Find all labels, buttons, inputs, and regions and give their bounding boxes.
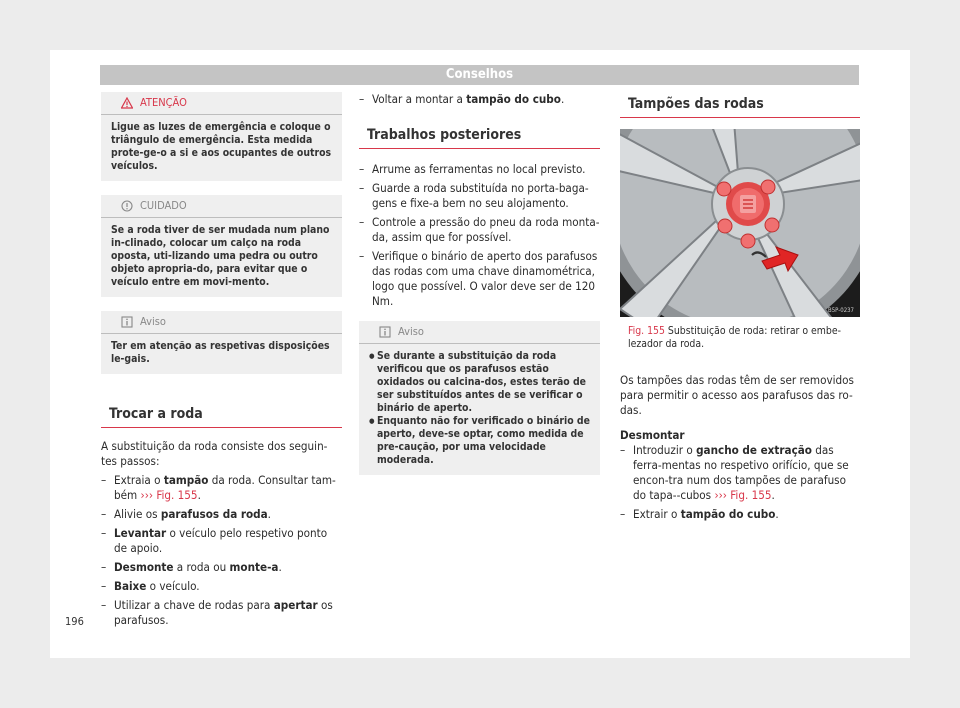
caution-circle-icon (121, 200, 133, 212)
figure-id: B5P-0237 (828, 307, 854, 314)
section-title-trocar: Trocar a roda (101, 402, 342, 428)
tampoes-intro: Os tampões das rodas têm de ser removidos para permitir o acesso aos parafusos das ro-das. (620, 373, 854, 417)
notice-text-2 (359, 344, 600, 475)
list-item: – Baixe o veículo. (101, 579, 342, 594)
list-item: – Arrume as ferramentas no local previsto. (359, 162, 600, 177)
list-item: – Voltar a montar a tampão do cubo. (359, 92, 600, 107)
section-title-trabalhos: Trabalhos posteriores (359, 123, 600, 149)
after-steps-list (359, 162, 600, 309)
warning-box (101, 92, 342, 181)
warning-triangle-icon (121, 97, 133, 109)
notice-box (101, 311, 342, 374)
figure-caption: Fig. 155 Substituição de roda: retirar o embe-lezador da roda. (628, 325, 841, 350)
info-icon (379, 326, 391, 338)
list-item: – Introduzir o gancho de extração das ferra-mentas no respetivo orifício, que se encon-tra num dos tampões de parafuso do tapa--cubos ››› Fig. 155. (620, 443, 860, 503)
caution-box (101, 195, 342, 297)
column-left (101, 92, 342, 632)
column-right (620, 92, 860, 526)
subhead-desmontar: Desmontar (620, 428, 685, 442)
steps-list (101, 473, 342, 628)
notice-header-2 (359, 321, 600, 344)
warning-header (101, 92, 342, 115)
info-icon (121, 316, 133, 328)
notice-box-2 (359, 321, 600, 475)
list-item: – Extrair o tampão do cubo. (620, 507, 860, 522)
list-item: – Guarde a roda substituída no porta-baga-gens e fixe-a bem no seu alojamento. (359, 181, 600, 211)
page-number: 196 (65, 615, 84, 628)
list-item: ● Se durante a substituição da roda verificou que os parafusos estão oxidados ou calcina-dos, estes terão de ser substituídos antes de se verificar o binário de aperto. (369, 350, 590, 415)
column-middle (359, 92, 600, 489)
list-item: – Levantar o veículo pelo respetivo ponto de apoio. (101, 526, 342, 556)
manual-page (50, 50, 910, 658)
caution-header (101, 195, 342, 218)
list-item: – Controle a pressão do pneu da roda monta-da, assim que for possível. (359, 215, 600, 245)
desmontar-list (620, 443, 860, 522)
warning-label: ATENÇÃO (140, 96, 187, 109)
notice-label: Aviso (140, 315, 166, 328)
figure-link[interactable]: ››› Fig. 155 (140, 488, 198, 502)
list-item: – Alivie os parafusos da roda. (101, 507, 342, 522)
page-header: Conselhos (100, 65, 859, 85)
list-item: – Utilizar a chave de rodas para apertar os parafusos. (101, 598, 342, 628)
list-item: – Verifique o binário de aperto dos parafusos das rodas com uma chave dinamométrica, logo que possível. O valor deve ser de 120 Nm. (359, 249, 600, 309)
section-title-tampoes: Tampões das rodas (620, 92, 860, 118)
caption-label: Fig. 155 (628, 325, 665, 337)
steps-list-continued (359, 92, 600, 107)
wheel-figure (620, 129, 860, 317)
caution-label: CUIDADO (140, 199, 187, 212)
wheel-illustration (620, 129, 860, 317)
caution-text: Se a roda tiver de ser mudada num plano in-clinado, colocar um calço na roda oposta, uti-lizando uma pedra ou outro objeto apropria-do, para evitar que o veículo entre em movi-mento. (111, 224, 330, 288)
notice-label-2: Aviso (398, 325, 424, 338)
intro-text: A substituição da roda consiste dos seguin-tes passos: (101, 439, 328, 468)
list-item: ● Enquanto não for verificado o binário de aperto, deve-se optar, como medida de pre-caução, por uma velocidade moderada. (369, 415, 590, 467)
warning-text: Ligue as luzes de emergência e coloque o triângulo de emergência. Esta medida prote-ge-o a si e aos ocupantes de outros veículos. (111, 121, 332, 172)
notice-header (101, 311, 342, 334)
figure-link[interactable]: ››› Fig. 155 (714, 488, 772, 502)
notice-text: Ter em atenção as respetivas disposições le-gais. (111, 340, 330, 365)
list-item: – Desmonte a roda ou monte-a. (101, 560, 342, 575)
list-item: – Extraia o tampão da roda. Consultar tam-bém ››› Fig. 155. (101, 473, 342, 503)
